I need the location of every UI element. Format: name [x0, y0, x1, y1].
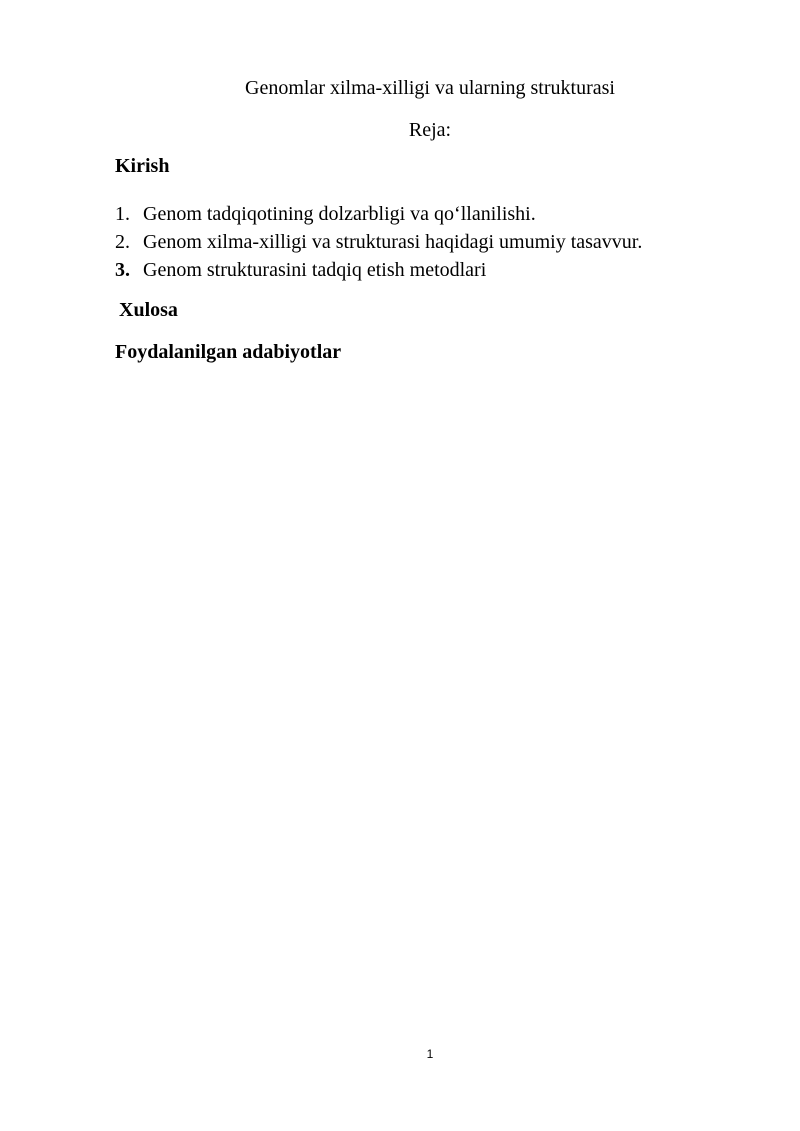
plan-label: Reja: [408, 119, 452, 141]
plan-list [115, 200, 642, 284]
plan-item [115, 200, 642, 228]
plan-item-number: 1. [115, 203, 130, 225]
page-number: 1 [426, 1047, 434, 1061]
plan-item-text: Genom xilma-xilligi va strukturasi haqidagi umumiy tasavvur. [143, 231, 643, 253]
references-heading: Foydalanilgan adabiyotlar [115, 341, 342, 363]
plan-item [115, 228, 642, 256]
plan-item [115, 256, 642, 284]
intro-heading: Kirish [115, 155, 170, 177]
plan-item-number: 3. [115, 259, 130, 281]
document-title: Genomlar xilma-xilligi va ularning strukturasi [245, 77, 615, 99]
plan-item-text: Genom tadqiqotining dolzarbligi va qo‘llanilishi. [143, 203, 536, 225]
plan-item-number: 2. [115, 231, 130, 253]
plan-item-text: Genom strukturasini tadqiq etish metodlari [143, 259, 487, 281]
conclusion-heading: Xulosa [119, 299, 178, 321]
